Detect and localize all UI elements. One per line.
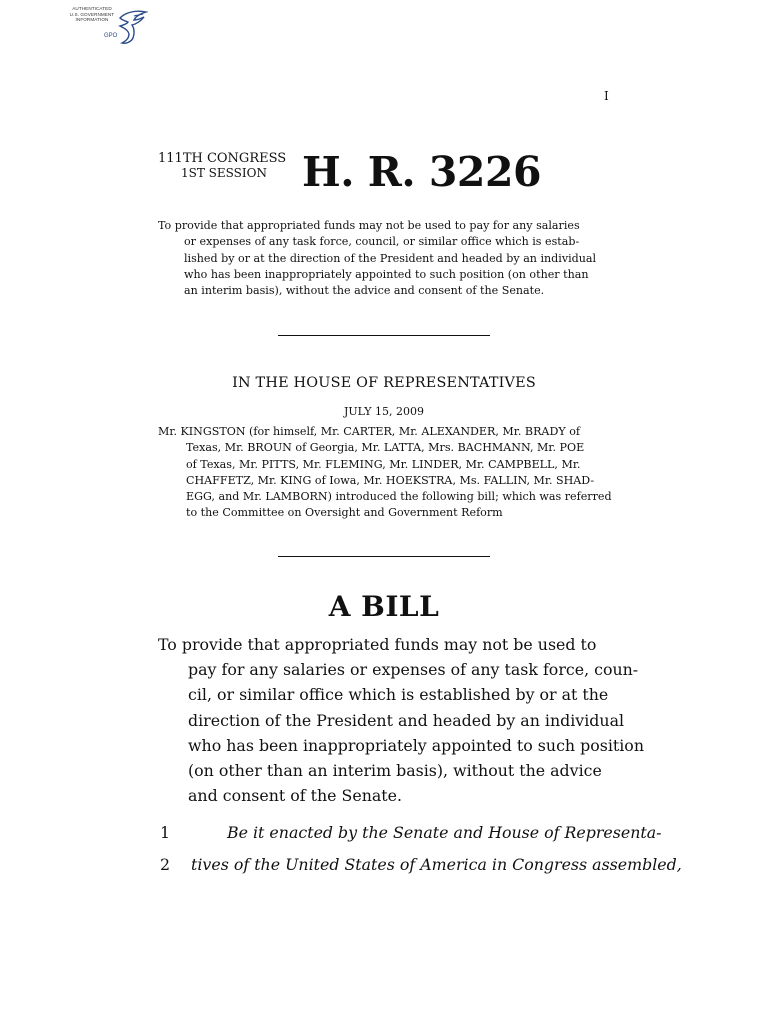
long-title-line: who has been inappropriately appointed to such position — [188, 735, 644, 755]
sponsor-line: CHAFFETZ, Mr. KING of Iowa, Mr. HOEKSTRA, Ms. FALLIN, Mr. SHAD- — [186, 473, 595, 487]
logo-text — [62, 6, 122, 23]
enacting-clause-line — [160, 823, 662, 842]
logo-line-government: U.S. GOVERNMENT — [69, 11, 115, 17]
line-number: 1 — [160, 823, 171, 842]
sponsor-line: EGG, and Mr. LAMBORN) introduced the following bill; which was referred — [186, 490, 612, 504]
sponsor-line: of Texas, Mr. PITTS, Mr. FLEMING, Mr. LINDER, Mr. CAMPBELL, Mr. — [186, 457, 581, 471]
short-title-line: or expenses of any task force, council, or similar office which is estab- — [184, 235, 580, 249]
session-label: 1ST SESSION — [181, 166, 267, 180]
enacting-clause-line — [160, 855, 682, 874]
long-title-line: pay for any salaries or expenses of any task force, coun- — [188, 660, 639, 680]
gpo-authentication-logo — [62, 6, 150, 46]
long-title-line: direction of the President and headed by an individual — [188, 710, 625, 730]
section-divider — [278, 335, 490, 336]
sponsor-line: to the Committee on Oversight and Government Reform — [186, 506, 503, 520]
congress-label: 111TH CONGRESS — [158, 151, 287, 166]
introduction-date: JULY 15, 2009 — [343, 405, 425, 418]
line-number: 2 — [160, 855, 171, 874]
section-divider — [278, 556, 490, 557]
logo-line-authenticated: AUTHENTICATED — [72, 6, 112, 11]
short-title-line: lished by or at the direction of the President and headed by an individual — [184, 251, 597, 265]
sponsors-block — [158, 424, 610, 522]
long-title-line: To provide that appropriated funds may not be used to — [158, 635, 597, 654]
page-marker: I — [604, 89, 609, 103]
short-title-line: who has been inappropriately appointed to such position (on other than — [184, 267, 589, 281]
sponsor-line: Texas, Mr. BROUN of Georgia, Mr. LATTA, Mrs. BACHMANN, Mr. POE — [186, 441, 585, 455]
bill-number: H. R. 3226 — [302, 148, 542, 196]
enacting-clause-text: Be it enacted by the Senate and House of Representa- — [227, 823, 662, 842]
short-title-block — [158, 218, 610, 299]
long-title-line: and consent of the Senate. — [188, 786, 403, 806]
logo-brand: GPO — [104, 33, 118, 39]
enacting-clause-text: tives of the United States of America in Congress assembled, — [191, 855, 682, 874]
eagle-icon — [116, 8, 148, 46]
long-title-block — [158, 632, 644, 808]
chamber-heading: IN THE HOUSE OF REPRESENTATIVES — [232, 375, 536, 391]
long-title-line: cil, or similar office which is established by or at the — [188, 685, 609, 705]
sponsor-line: Mr. KINGSTON (for himself, Mr. CARTER, Mr. ALEXANDER, Mr. BRADY of — [158, 425, 580, 438]
bill-heading: A BILL — [328, 590, 440, 623]
long-title-line: (on other than an interim basis), without the advice — [188, 761, 602, 781]
logo-line-information: INFORMATION — [75, 17, 109, 23]
short-title-line: an interim basis), without the advice and consent of the Senate. — [184, 284, 545, 298]
short-title-line: To provide that appropriated funds may not be used to pay for any salaries — [158, 219, 580, 232]
